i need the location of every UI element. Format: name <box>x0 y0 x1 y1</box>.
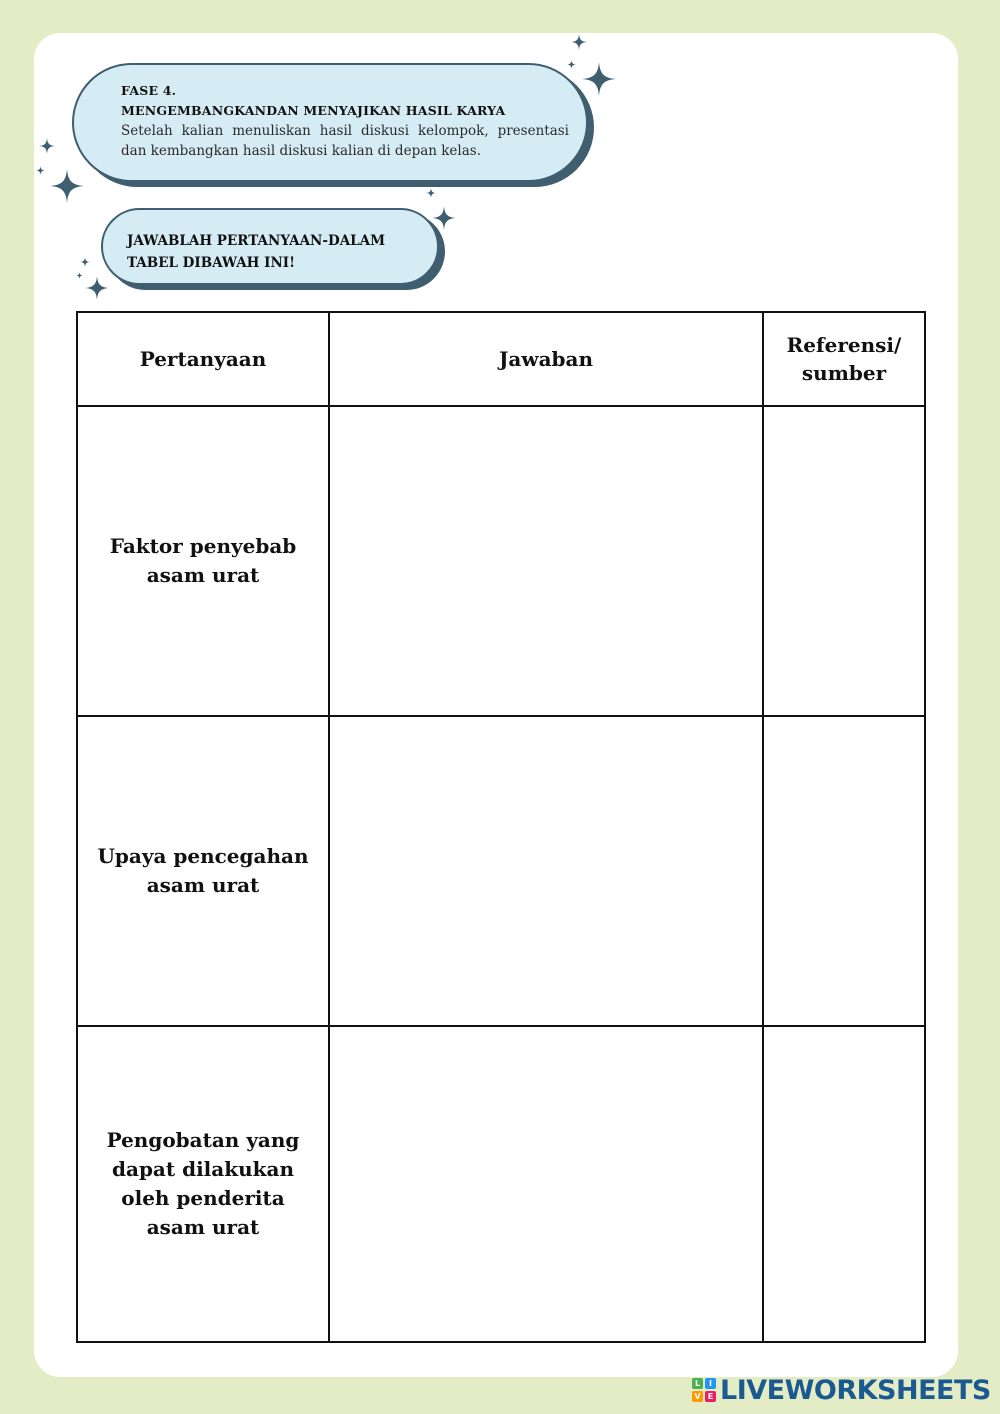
table-row <box>77 1026 925 1342</box>
answer-input[interactable] <box>329 406 763 716</box>
logo-letter: E <box>705 1391 716 1402</box>
header-question: Pertanyaan <box>77 312 329 406</box>
table-row <box>77 716 925 1026</box>
brand-name: LIVEWORKSHEETS <box>720 1374 991 1406</box>
sparkle-icon <box>50 169 84 203</box>
reference-input[interactable] <box>763 716 925 1026</box>
logo-letter: L <box>692 1378 703 1389</box>
answer-input[interactable] <box>329 1026 763 1342</box>
phase-banner <box>72 63 588 182</box>
reference-input[interactable] <box>763 406 925 716</box>
sparkle-icon <box>85 276 109 300</box>
logo-letter: V <box>692 1391 703 1402</box>
sparkle-icon <box>76 272 83 279</box>
reference-input[interactable] <box>763 1026 925 1342</box>
instruction-line-2: TABEL DIBAWAH INI! <box>127 255 296 271</box>
header-reference: Referensi/ sumber <box>763 312 925 406</box>
table-header-row <box>77 312 925 406</box>
sparkle-icon <box>571 34 587 50</box>
instruction-line-1: JAWABLAH PERTANYAAN-DALAM <box>127 233 386 249</box>
sparkle-icon <box>80 257 90 267</box>
table-row <box>77 406 925 716</box>
logo-letter: I <box>705 1378 716 1389</box>
sparkle-icon <box>426 188 436 198</box>
question-cell: Upaya pencegahan asam urat <box>77 716 329 1026</box>
phase-description: Setelah kalian menuliskan hasil diskusi kelompok, presentasi dan kembangkan hasil diskusi kalian di depan kelas. <box>121 123 569 159</box>
sparkle-icon <box>432 206 456 230</box>
instruction-banner <box>101 208 439 285</box>
sparkle-icon <box>582 62 616 96</box>
phase-title: MENGEMBANGKANDAN MENYAJIKAN HASIL KARYA <box>121 103 506 118</box>
sparkle-icon <box>39 138 55 154</box>
phase-label: FASE 4. <box>121 83 177 98</box>
qa-table <box>76 311 926 1343</box>
sparkle-icon <box>36 166 45 175</box>
sparkle-icon <box>567 60 576 69</box>
liveworksheets-logo-icon <box>692 1378 716 1402</box>
header-answer: Jawaban <box>329 312 763 406</box>
question-cell: Faktor penyebab asam urat <box>77 406 329 716</box>
answer-input[interactable] <box>329 716 763 1026</box>
liveworksheets-brand[interactable] <box>692 1375 991 1405</box>
question-cell: Pengobatan yang dapat dilakukan oleh penderita asam urat <box>77 1026 329 1342</box>
